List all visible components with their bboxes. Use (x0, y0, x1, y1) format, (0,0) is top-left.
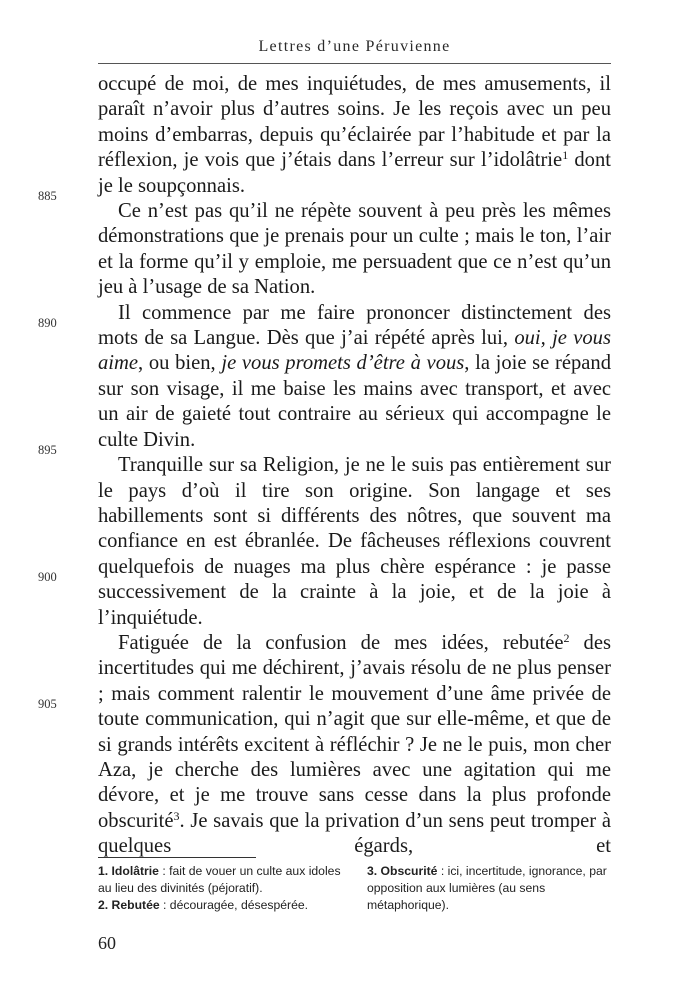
footnote-term: 2. Rebutée (98, 898, 160, 912)
paragraph (98, 631, 611, 860)
footnote-ref: 1 (562, 148, 569, 163)
footnote-term: 1. Idolâtrie (98, 864, 159, 878)
paragraph: Ce n’est pas qu’il ne répète souvent à peu près les mêmes démonstrations que je prenais pour un culte ; mais le ton, l’air et la forme qu’il y emploie, me persuadent que ce n’est qu’un jeu à l’usage de sa Nation. (98, 200, 611, 299)
paragraph-text: , ou bien, (138, 352, 222, 375)
header-rule (98, 63, 611, 64)
line-number: 885 (38, 189, 57, 203)
footnote-ref: 2 (563, 630, 570, 645)
footnote-ref: 3 (173, 808, 180, 823)
running-header-title: Lettres d’une Péruvienne (258, 38, 451, 55)
line-number: 895 (38, 443, 57, 457)
footnote (367, 863, 612, 914)
footnote-rule (98, 857, 256, 858)
paragraph (98, 301, 611, 453)
footnote-definition: : ici, incertitude, ignorance, par opposition aux lumières (au sens métaphorique). (367, 864, 607, 912)
paragraph-text: , la joie se répand sur son visage, il me baise les mains avec transport, et avec un air de gaieté tout contraire au sérieux qui accompagne le culte Divin. (98, 352, 611, 451)
italic-text: je vous promets d’être à vous (221, 352, 465, 375)
line-number: 905 (38, 697, 57, 711)
italic-text: oui, je vous aime (98, 327, 611, 375)
footnotes-right-column (367, 863, 612, 914)
paragraph-text: des incertitudes qui me déchirent, j’avais résolu de ne plus penser ; mais comment ralentir le mouvement d’une âme privée de toute communication, qui n’agit que sur elle-même, et que de si grands intérêts excitent à réfléchir ? Je ne le puis, mon cher Aza, je cherche des lumières avec une agitation qui me dévore, et je me trouve sans cesse dans la plus profonde obscurité (98, 631, 611, 832)
footnote (98, 863, 343, 897)
line-number: 900 (38, 570, 57, 584)
paragraph: Tranquille sur sa Religion, je ne le suis pas entièrement sur le pays d’où il tire son origine. Son langage et ses habillements sont si différents des nôtres, que souvent ma confiance en est ébranlée. De fâcheuses réflexions couvrent quelquefois de nuages ma plus chère espérance : je passe successivement de la crainte à la joie, et de la joie à l’inquiétude. (98, 454, 611, 629)
footnotes-left-column (98, 863, 343, 914)
paragraph-text: dont je le soupçonnais. (98, 149, 612, 197)
paragraph-text: occupé de moi, de mes inquiétudes, de mes amusements, il paraît n’avoir plus d’autres soins. Je les reçois avec un peu moins d’embarras, depuis qu’éclairée par l’habitude et par la réflexion, je vois que j’étais dans l’erreur sur l’idolâtrie (98, 73, 611, 172)
paragraph (98, 72, 611, 199)
paragraph-text: . Je savais que la privation d’un sens peut tromper à quelques égards, et (98, 809, 611, 858)
footnote (98, 897, 343, 914)
footnote-definition: : fait de vouer un culte aux idoles au lieu des divinités (péjoratif). (98, 864, 341, 895)
footnote-definition: : découragée, désespérée. (159, 898, 309, 912)
footnote-term: 3. Obscurité (367, 864, 438, 878)
line-number: 890 (38, 316, 57, 330)
paragraph-text: Il commence par me faire prononcer distinctement des mots de sa Langue. Dès que j’ai répété après lui, (98, 301, 611, 350)
body-text (98, 72, 611, 860)
paragraph-text: Fatiguée de la confusion de mes idées, rebutée (118, 631, 564, 654)
page-number: 60 (98, 933, 116, 953)
